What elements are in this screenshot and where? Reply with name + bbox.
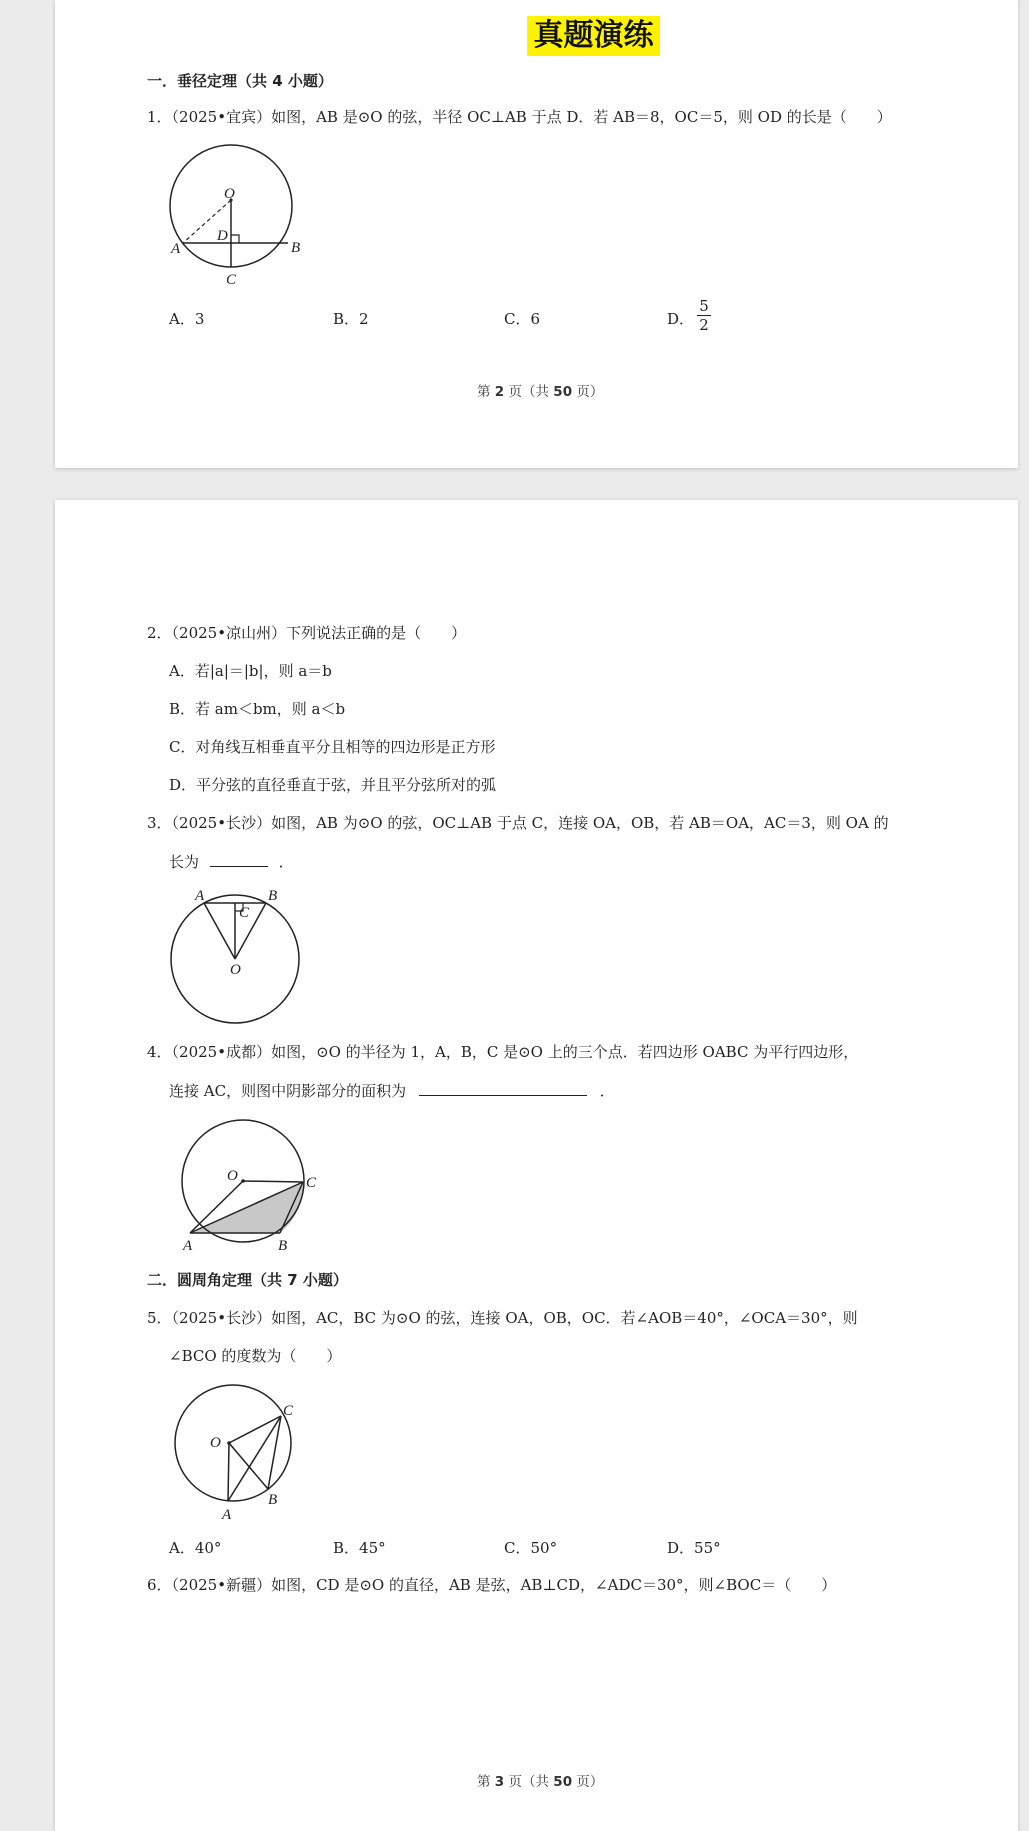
circle-o [175,1385,291,1501]
segment-oc [243,1181,303,1182]
label-o: O [230,962,241,978]
question-5-option-c: C．50° [504,1539,558,1557]
footer-mid: 页（共 [504,384,554,400]
label-c: C [226,272,237,288]
question-4-stem-end: ． [599,1082,615,1100]
question-5-stem: 5．（2025•长沙）如图，AC，BC 为⊙O 的弦，连接 OA，OB，OC．若∠AOB＝40°，∠OCA＝30°，则 [147,1309,858,1327]
document-page-3 [55,500,1018,1831]
document-page-2 [55,0,1018,468]
question-4-stem-prefix: 连接 AC，则图中阴影部分的面积为 [169,1082,407,1100]
question-4-stem: 4．（2025•成都）如图，⊙O 的半径为 1，A，B，C 是⊙O 上的三个点．若四边形 OABC 为平行四边形， [147,1043,859,1061]
label-a: A [195,888,205,904]
question-1-option-d: D． [667,310,695,328]
label-b: B [291,240,301,256]
question-5-option-b: B．45° [333,1539,386,1557]
fraction-denominator: 2 [699,316,709,334]
section-heading-perpendicular-diameter: 一．垂径定理（共 4 小题） [147,72,333,90]
footer-suffix: 页） [572,1774,604,1790]
question-2-option-c: C．对角线互相垂直平分且相等的四边形是正方形 [169,738,496,756]
question-1-circle-figure [165,140,305,290]
question-3-stem-end: ． [278,853,294,871]
footer-mid: 页（共 [504,1774,554,1790]
label-d: D [217,228,228,244]
label-b: B [278,1238,288,1254]
question-1-option-a: A．3 [169,310,205,328]
label-o: O [227,1168,238,1184]
question-2-option-a: A．若|a|＝|b|，则 a＝b [169,662,332,680]
center-dot [227,1441,231,1445]
label-a: A [183,1238,193,1254]
question-1-option-c: C．6 [504,310,541,328]
question-3-circle-figure [165,885,325,1025]
footer-prefix: 第 [477,384,495,400]
page-footer-2 [477,380,603,400]
question-4-answer-blank[interactable] [419,1080,587,1096]
footer-page-number: 2 [494,384,505,400]
label-c: C [283,1403,294,1419]
segment-ob [229,1443,268,1489]
title-highlight [527,16,660,56]
footer-page-number: 3 [494,1774,505,1790]
question-5-circle-figure [165,1380,325,1525]
question-5-option-a: A．40° [169,1539,222,1557]
center-dot [241,1179,245,1183]
label-o: O [224,186,235,202]
question-1-option-b: B．2 [333,310,369,328]
page-title: 真题演练 [533,18,654,53]
label-c: C [306,1175,317,1191]
question-1-stem: 1．（2025•宜宾）如图，AB 是⊙O 的弦，半径 OC⊥AB 于点 D．若 AB＝8，OC＝5，则 OD 的长是（ ） [147,108,892,126]
label-b: B [268,1492,278,1508]
question-2-stem: 2．（2025•凉山州）下列说法正确的是（ ） [147,624,467,642]
footer-total-pages: 50 [553,384,573,400]
label-c: C [239,905,250,921]
question-3-answer-blank[interactable] [210,851,268,867]
question-6-stem: 6．（2025•新疆）如图，CD 是⊙O 的直径，AB 是弦，AB⊥CD，∠ADC＝30°，则∠BOC＝（ ） [147,1576,837,1594]
label-a: A [171,241,181,257]
section-heading-inscribed-angle: 二．圆周角定理（共 7 小题） [147,1271,348,1289]
fraction-numerator: 5 [697,297,711,316]
question-4-stem-line-2 [169,1080,615,1101]
footer-total-pages: 50 [553,1774,573,1790]
page-footer-3 [477,1770,603,1790]
label-a: A [222,1507,232,1523]
label-b: B [268,888,278,904]
question-2-option-d: D．平分弦的直径垂直于弦，并且平分弦所对的弧 [169,776,497,794]
question-3-stem: 3．（2025•长沙）如图，AB 为⊙O 的弦，OC⊥AB 于点 C，连接 OA，OB，若 AB＝OA，AC＝3，则 OA 的 [147,814,889,832]
question-3-stem-line-2 [169,851,294,872]
label-o: O [210,1435,221,1451]
question-1-option-d-fraction [697,297,711,334]
footer-suffix: 页） [572,384,604,400]
question-2-option-b: B．若 am＜bm，则 a＜b [169,700,346,718]
question-3-stem-prefix: 长为 [169,853,200,871]
question-5-stem-line-2: ∠BCO 的度数为（ ） [169,1347,342,1365]
segment-oa [204,903,235,959]
footer-prefix: 第 [477,1774,495,1790]
right-angle-mark [231,235,239,243]
question-4-circle-figure [165,1115,335,1255]
question-5-option-d: D．55° [667,1539,721,1557]
segment-oa [228,1443,229,1501]
